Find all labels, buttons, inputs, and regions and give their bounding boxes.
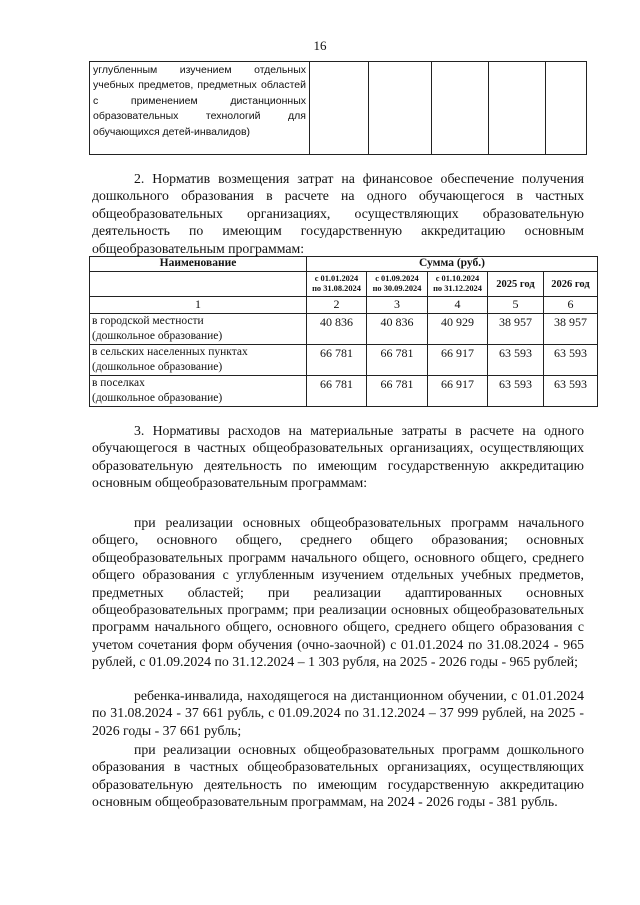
row-value: 40 929: [428, 314, 488, 345]
table-row: [90, 314, 598, 345]
column-number: 5: [488, 297, 544, 314]
column-number: 1: [90, 297, 307, 314]
row-value: 66 781: [367, 376, 428, 407]
table-row: [90, 376, 598, 407]
row-name: в сельских населенных пунктах (дошкольное образование): [90, 345, 307, 376]
header-blank: [90, 272, 307, 297]
column-number: 6: [544, 297, 598, 314]
row-value: 38 957: [488, 314, 544, 345]
period-1: с 01.01.2024 по 31.08.2024: [307, 272, 367, 297]
row-value: 63 593: [544, 376, 598, 407]
column-number: 4: [428, 297, 488, 314]
table-cell-empty: [546, 62, 587, 155]
table-cell-name: углубленным изучением отдельных учебных предметов, предметных областей с применением дистанционных образовательных технологий для обучающихся детей-инвалидов): [90, 62, 310, 155]
table-cell-empty: [489, 62, 546, 155]
header-name: Наименование: [90, 257, 307, 272]
table-cell-empty: [369, 62, 432, 155]
year-2025: 2025 год: [488, 272, 544, 297]
row-value: 66 781: [307, 345, 367, 376]
table-cell-empty: [310, 62, 369, 155]
row-value: 66 917: [428, 345, 488, 376]
row-name: в городской местности (дошкольное образование): [90, 314, 307, 345]
row-name: в поселках (дошкольное образование): [90, 376, 307, 407]
section-3-paragraph-3: при реализации основных общеобразовательных программ дошкольного образования в частных общеобразовательных организациях, осуществляющих образовательную деятельность по имеющим государственную аккредитацию основным общеобразовательным программам, на 2024 - 2026 годы - 381 рубль.: [92, 742, 584, 810]
norms-table: [89, 256, 598, 407]
row-value: 63 593: [544, 345, 598, 376]
period-3: с 01.10.2024 по 31.12.2024: [428, 272, 488, 297]
section-3-paragraph-2: ребенка-инвалида, находящегося на дистанционном обучении, с 01.01.2024 по 31.08.2024 - 37 661 рубль, с 01.09.2024 по 31.12.2024 – 37 999 рублей, на 2025 - 2026 годы - 37 661 рубль;: [92, 688, 584, 738]
row-value: 38 957: [544, 314, 598, 345]
section-3-intro: 3. Нормативы расходов на материальные затраты в расчете на одного обучающегося в частных общеобразовательных организациях, осуществляющих образовательную деятельность по имеющим государственную аккредитацию основным общеобразовательным программам:: [92, 423, 584, 491]
page-number: 16: [313, 38, 327, 53]
table-continuation: [89, 61, 587, 155]
column-numbers-row: [90, 297, 598, 314]
section-3-paragraph-1: при реализации основных общеобразовательных программ начального общего, основного общего, среднего общего образования; основных общеобразовательных программ начального общего, основного общего, среднего общего образования с углубленным изучением отдельных учебных предметов, предметных областей; при реализации адаптированных основных общеобразовательных программ; при реализации основных общеобразовательных программ начального общего, основного общего, среднего общего образования с учетом сочетания форм обучения (очно-заочной) с 01.01.2024 по 31.08.2024 - 965 рублей, с 01.09.2024 по 31.12.2024 – 1 303 рубля, на 2025 - 2026 годы - 965 рублей;: [92, 515, 584, 670]
table-cell-empty: [432, 62, 489, 155]
row-value: 40 836: [307, 314, 367, 345]
table-row: [90, 345, 598, 376]
subheader-row: [90, 272, 598, 297]
row-value: 66 781: [367, 345, 428, 376]
row-value: 40 836: [367, 314, 428, 345]
section-2-text: 2. Норматив возмещения затрат на финансовое обеспечение получения дошкольного образования в расчете на одного обучающегося в частных общеобразовательных организациях, осуществляющих образовательную деятельность по имеющим государственную аккредитацию основным общеобразовательным программам:: [92, 171, 584, 256]
header-row: [90, 257, 598, 272]
table-row: [90, 62, 587, 155]
column-number: 2: [307, 297, 367, 314]
row-value: 63 593: [488, 345, 544, 376]
row-value: 66 781: [307, 376, 367, 407]
column-number: 3: [367, 297, 428, 314]
period-2: с 01.09.2024 по 30.09.2024: [367, 272, 428, 297]
year-2026: 2026 год: [544, 272, 598, 297]
row-value: 63 593: [488, 376, 544, 407]
header-sum: Сумма (руб.): [307, 257, 598, 272]
row-value: 66 917: [428, 376, 488, 407]
